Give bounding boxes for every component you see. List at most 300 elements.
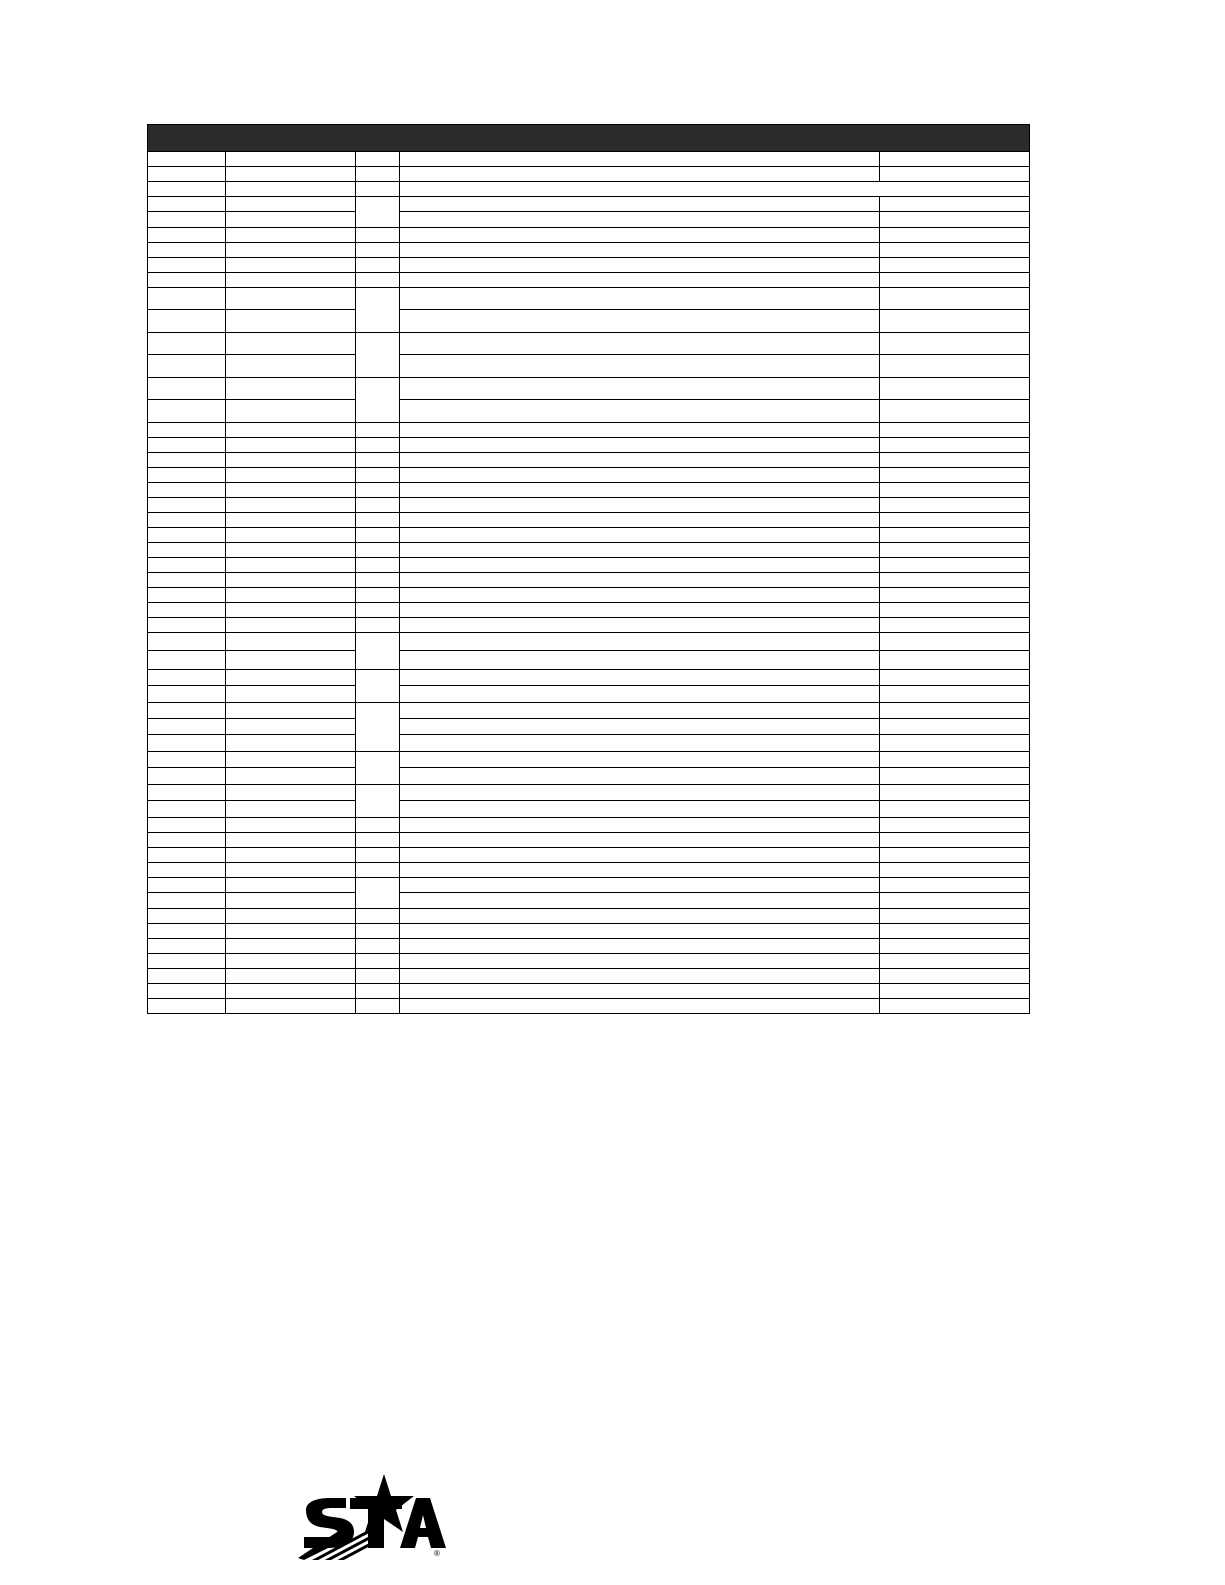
description-cell (400, 543, 880, 558)
qty-cell (356, 528, 400, 543)
item-cell (148, 273, 226, 288)
description-cell (400, 273, 880, 288)
qty-cell (356, 863, 400, 878)
table-header-row (148, 125, 1030, 152)
part-number-cell (226, 618, 356, 633)
table-subcell (148, 633, 225, 651)
part-number-cell (226, 423, 356, 438)
description-cell (400, 999, 880, 1014)
table-subcell (226, 686, 355, 702)
item-cell (148, 984, 226, 999)
table-subcell (400, 288, 879, 310)
table-subcell (400, 378, 879, 400)
description-cell (400, 558, 880, 573)
part-number-cell (226, 939, 356, 954)
table-subcell (148, 212, 225, 227)
table-subcell (400, 310, 879, 332)
part-number-cell (226, 878, 356, 909)
description-cell (400, 513, 880, 528)
table-subcell (880, 333, 1029, 355)
item-cell (148, 909, 226, 924)
description-cell (400, 954, 880, 969)
part-number-cell (226, 438, 356, 453)
table-subcell (400, 893, 879, 908)
table-subcell (148, 686, 225, 702)
item-cell (148, 863, 226, 878)
table-subcell (880, 670, 1029, 686)
qty-cell (356, 603, 400, 618)
table-row (148, 453, 1030, 468)
price-cell (880, 152, 1030, 167)
item-cell (148, 939, 226, 954)
table-subcell (148, 378, 225, 400)
table-row (148, 288, 1030, 333)
qty-cell (356, 633, 400, 670)
price-cell (880, 468, 1030, 483)
price-cell (880, 833, 1030, 848)
description-cell (400, 785, 880, 818)
table-subcell (400, 633, 879, 651)
table-subcell (400, 719, 879, 735)
table-subcell (226, 633, 355, 651)
item-cell (148, 243, 226, 258)
table-row (148, 483, 1030, 498)
item-cell (148, 633, 226, 670)
table-subcell (880, 212, 1029, 227)
table-subcell (148, 310, 225, 332)
item-cell (148, 848, 226, 863)
table-subcell (226, 893, 355, 908)
price-cell (880, 999, 1030, 1014)
table-row (148, 909, 1030, 924)
table-row (148, 633, 1030, 670)
table-row (148, 818, 1030, 833)
qty-cell (356, 513, 400, 528)
qty-cell (356, 833, 400, 848)
item-cell (148, 703, 226, 752)
price-cell (880, 333, 1030, 378)
table-row (148, 558, 1030, 573)
item-cell (148, 378, 226, 423)
price-cell (880, 513, 1030, 528)
table-subcell (226, 719, 355, 735)
item-cell (148, 498, 226, 513)
table-subcell (400, 670, 879, 686)
description-cell (400, 182, 1030, 197)
table-row (148, 939, 1030, 954)
table-subcell (148, 878, 225, 893)
table-subcell (880, 719, 1029, 735)
table-subcell (880, 768, 1029, 784)
table-subcell (226, 878, 355, 893)
item-cell (148, 969, 226, 984)
table-subcell (226, 355, 355, 377)
qty-cell (356, 999, 400, 1014)
qty-cell (356, 288, 400, 333)
qty-cell (356, 273, 400, 288)
table-subcell (148, 735, 225, 751)
table-row (148, 468, 1030, 483)
table-row (148, 984, 1030, 999)
part-number-cell (226, 543, 356, 558)
part-number-cell (226, 378, 356, 423)
table-subcell (226, 752, 355, 768)
price-cell (880, 633, 1030, 670)
qty-cell (356, 438, 400, 453)
qty-cell (356, 618, 400, 633)
item-cell (148, 182, 226, 197)
description-cell (400, 228, 880, 243)
qty-cell (356, 848, 400, 863)
parts-table-body (148, 125, 1030, 1014)
table-row (148, 954, 1030, 969)
item-cell (148, 618, 226, 633)
item-cell (148, 453, 226, 468)
table-row (148, 543, 1030, 558)
table-row (148, 438, 1030, 453)
description-cell (400, 909, 880, 924)
part-number-cell (226, 703, 356, 752)
table-subcell (400, 355, 879, 377)
item-cell (148, 818, 226, 833)
table-subcell (400, 801, 879, 817)
star-logo (288, 1470, 448, 1560)
table-row (148, 152, 1030, 167)
price-cell (880, 785, 1030, 818)
qty-cell (356, 909, 400, 924)
qty-cell (356, 498, 400, 513)
table-subcell (148, 197, 225, 212)
part-number-cell (226, 167, 356, 182)
part-number-cell (226, 258, 356, 273)
qty-cell (356, 954, 400, 969)
table-row (148, 863, 1030, 878)
table-subcell (148, 651, 225, 669)
qty-cell (356, 167, 400, 182)
table-subcell (880, 400, 1029, 422)
qty-cell (356, 228, 400, 243)
qty-cell (356, 939, 400, 954)
item-cell (148, 670, 226, 703)
table-subcell (148, 752, 225, 768)
table-subcell (226, 768, 355, 784)
table-subcell (880, 355, 1029, 377)
table-row (148, 513, 1030, 528)
table-row (148, 588, 1030, 603)
table-row (148, 378, 1030, 423)
part-number-cell (226, 558, 356, 573)
description-cell (400, 588, 880, 603)
part-number-cell (226, 863, 356, 878)
price-cell (880, 818, 1030, 833)
star-logo-icon (288, 1470, 448, 1560)
description-cell (400, 152, 880, 167)
part-number-cell (226, 152, 356, 167)
table-subcell (226, 651, 355, 669)
item-cell (148, 752, 226, 785)
part-number-cell (226, 333, 356, 378)
price-cell (880, 543, 1030, 558)
description-cell (400, 603, 880, 618)
table-subcell (226, 378, 355, 400)
table-subcell (226, 735, 355, 751)
price-cell (880, 984, 1030, 999)
item-cell (148, 258, 226, 273)
table-subcell (400, 212, 879, 227)
part-number-cell (226, 528, 356, 543)
item-cell (148, 573, 226, 588)
qty-cell (356, 785, 400, 818)
description-cell (400, 423, 880, 438)
qty-cell (356, 558, 400, 573)
description-cell (400, 833, 880, 848)
price-cell (880, 288, 1030, 333)
price-cell (880, 848, 1030, 863)
table-subcell (880, 752, 1029, 768)
part-number-cell (226, 453, 356, 468)
description-cell (400, 333, 880, 378)
qty-cell (356, 197, 400, 228)
part-number-cell (226, 785, 356, 818)
price-cell (880, 670, 1030, 703)
table-row (148, 498, 1030, 513)
item-cell (148, 603, 226, 618)
description-cell (400, 984, 880, 999)
item-cell (148, 558, 226, 573)
price-cell (880, 273, 1030, 288)
item-cell (148, 228, 226, 243)
part-number-cell (226, 752, 356, 785)
qty-cell (356, 878, 400, 909)
part-number-cell (226, 969, 356, 984)
table-subcell (880, 686, 1029, 702)
part-number-cell (226, 954, 356, 969)
item-cell (148, 483, 226, 498)
description-cell (400, 498, 880, 513)
table-subcell (880, 633, 1029, 651)
price-cell (880, 924, 1030, 939)
table-row (148, 273, 1030, 288)
table-subcell (148, 670, 225, 686)
table-subcell (400, 735, 879, 751)
table-header-bar (148, 125, 1030, 152)
table-row (148, 423, 1030, 438)
part-number-cell (226, 909, 356, 924)
table-row (148, 785, 1030, 818)
part-number-cell (226, 924, 356, 939)
table-row (148, 333, 1030, 378)
table-subcell (148, 355, 225, 377)
table-subcell (880, 703, 1029, 719)
table-subcell (400, 785, 879, 801)
part-number-cell (226, 833, 356, 848)
item-cell (148, 833, 226, 848)
description-cell (400, 848, 880, 863)
table-row (148, 197, 1030, 228)
qty-cell (356, 543, 400, 558)
item-cell (148, 543, 226, 558)
part-number-cell (226, 498, 356, 513)
qty-cell (356, 703, 400, 752)
qty-cell (356, 378, 400, 423)
table-subcell (226, 212, 355, 227)
svg-text:®: ® (434, 1549, 440, 1558)
table-row (148, 228, 1030, 243)
table-row (148, 167, 1030, 182)
part-number-cell (226, 818, 356, 833)
part-number-cell (226, 228, 356, 243)
description-cell (400, 288, 880, 333)
price-cell (880, 528, 1030, 543)
price-cell (880, 438, 1030, 453)
qty-cell (356, 423, 400, 438)
table-subcell (400, 752, 879, 768)
table-row (148, 703, 1030, 752)
item-cell (148, 924, 226, 939)
qty-cell (356, 984, 400, 999)
table-subcell (226, 703, 355, 719)
table-subcell (400, 400, 879, 422)
price-cell (880, 603, 1030, 618)
table-subcell (148, 333, 225, 355)
item-cell (148, 588, 226, 603)
table-subcell (400, 197, 879, 212)
qty-cell (356, 752, 400, 785)
qty-cell (356, 483, 400, 498)
item-cell (148, 528, 226, 543)
price-cell (880, 498, 1030, 513)
table-subcell (148, 719, 225, 735)
price-cell (880, 573, 1030, 588)
qty-cell (356, 258, 400, 273)
table-subcell (880, 651, 1029, 669)
part-number-cell (226, 999, 356, 1014)
table-row (148, 573, 1030, 588)
description-cell (400, 378, 880, 423)
description-cell (400, 703, 880, 752)
table-subcell (400, 686, 879, 702)
price-cell (880, 863, 1030, 878)
description-cell (400, 468, 880, 483)
price-cell (880, 167, 1030, 182)
price-cell (880, 954, 1030, 969)
qty-cell (356, 182, 400, 197)
qty-cell (356, 924, 400, 939)
table-subcell (148, 785, 225, 801)
price-cell (880, 969, 1030, 984)
description-cell (400, 633, 880, 670)
qty-cell (356, 670, 400, 703)
description-cell (400, 243, 880, 258)
part-number-cell (226, 633, 356, 670)
price-cell (880, 378, 1030, 423)
description-cell (400, 939, 880, 954)
description-cell (400, 258, 880, 273)
item-cell (148, 423, 226, 438)
item-cell (148, 468, 226, 483)
price-cell (880, 909, 1030, 924)
item-cell (148, 333, 226, 378)
table-row (148, 618, 1030, 633)
table-row (148, 603, 1030, 618)
price-cell (880, 258, 1030, 273)
table-subcell (226, 333, 355, 355)
description-cell (400, 453, 880, 468)
price-cell (880, 483, 1030, 498)
description-cell (400, 618, 880, 633)
price-cell (880, 939, 1030, 954)
table-row (148, 848, 1030, 863)
table-subcell (880, 878, 1029, 893)
qty-cell (356, 969, 400, 984)
table-subcell (226, 801, 355, 817)
table-subcell (226, 310, 355, 332)
table-subcell (400, 878, 879, 893)
table-subcell (880, 378, 1029, 400)
price-cell (880, 453, 1030, 468)
description-cell (400, 752, 880, 785)
description-cell (400, 528, 880, 543)
table-subcell (880, 197, 1029, 212)
part-number-cell (226, 288, 356, 333)
item-cell (148, 513, 226, 528)
price-cell (880, 752, 1030, 785)
qty-cell (356, 243, 400, 258)
table-subcell (880, 310, 1029, 332)
price-cell (880, 243, 1030, 258)
table-subcell (880, 288, 1029, 310)
description-cell (400, 197, 880, 228)
qty-cell (356, 468, 400, 483)
part-number-cell (226, 848, 356, 863)
table-subcell (880, 735, 1029, 751)
table-subcell (880, 785, 1029, 801)
table-subcell (400, 768, 879, 784)
table-row (148, 969, 1030, 984)
table-subcell (148, 801, 225, 817)
description-cell (400, 670, 880, 703)
item-cell (148, 167, 226, 182)
item-cell (148, 152, 226, 167)
part-number-cell (226, 468, 356, 483)
price-cell (880, 423, 1030, 438)
item-cell (148, 954, 226, 969)
table-subcell (148, 768, 225, 784)
table-subcell (400, 703, 879, 719)
description-cell (400, 483, 880, 498)
qty-cell (356, 573, 400, 588)
price-cell (880, 228, 1030, 243)
parts-table-container (147, 124, 1029, 1014)
description-cell (400, 167, 880, 182)
part-number-cell (226, 670, 356, 703)
part-number-cell (226, 197, 356, 228)
part-number-cell (226, 483, 356, 498)
table-subcell (226, 288, 355, 310)
table-subcell (226, 785, 355, 801)
description-cell (400, 863, 880, 878)
price-cell (880, 197, 1030, 228)
table-row (148, 999, 1030, 1014)
table-subcell (226, 670, 355, 686)
part-number-cell (226, 588, 356, 603)
description-cell (400, 818, 880, 833)
table-subcell (148, 288, 225, 310)
table-subcell (880, 801, 1029, 817)
description-cell (400, 573, 880, 588)
qty-cell (356, 818, 400, 833)
table-subcell (148, 893, 225, 908)
